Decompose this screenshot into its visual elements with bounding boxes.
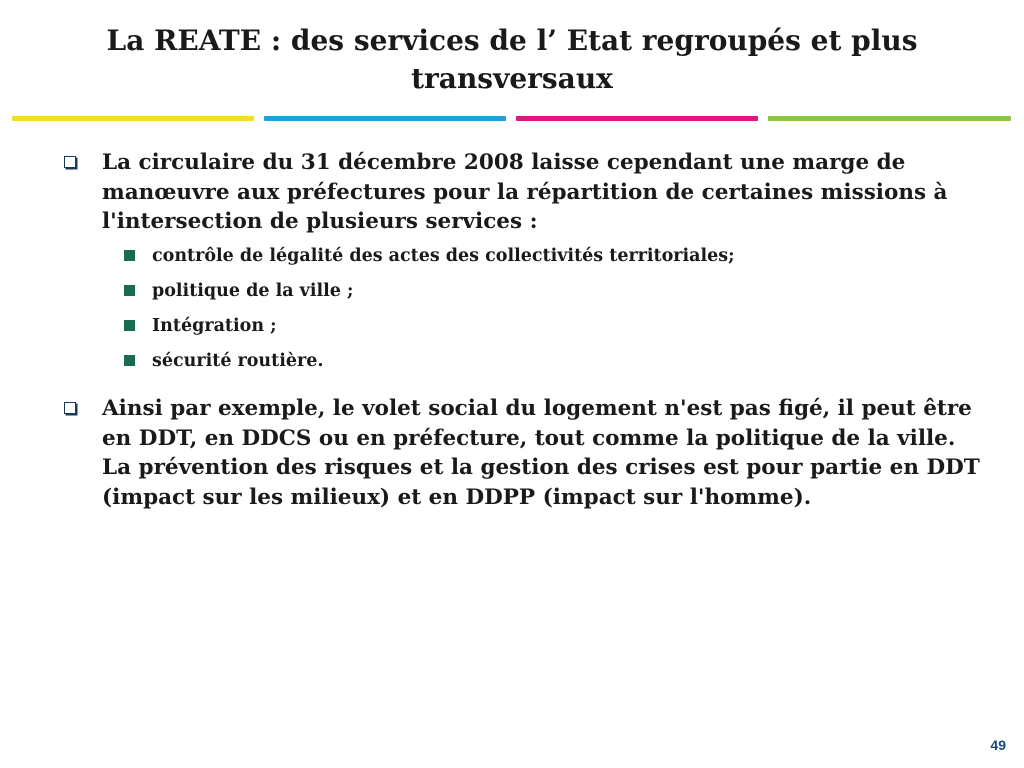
sub-bullet-item-2 [152, 279, 952, 303]
divider-green [768, 116, 1011, 121]
checkbox-square-icon [64, 402, 76, 414]
divider-blue [264, 116, 506, 121]
bullet-2-text: Ainsi par exemple, le volet social du logement n'est pas figé, il peut être en DDT, en DDCS ou en préfecture, tout comme la politique de la ville. La prévention des risques et la gestion des crises est pour partie en DDT (impact sur les milieux) et en DDPP (impact sur l'homme). [102, 396, 980, 510]
sub-bullet-4-text: sécurité routière. [152, 351, 324, 371]
divider-yellow [12, 116, 254, 121]
sub-bullet-item-1 [152, 244, 952, 268]
checkbox-square-icon [64, 156, 76, 168]
filled-square-icon [124, 250, 135, 261]
sub-bullet-2-text: politique de la ville ; [152, 281, 354, 301]
filled-square-icon [124, 320, 135, 331]
bullet-item-1 [102, 148, 982, 237]
title-line-2: transversaux [411, 62, 613, 95]
filled-square-icon [124, 285, 135, 296]
color-divider [12, 116, 1011, 121]
divider-magenta [516, 116, 758, 121]
bullet-item-2 [102, 394, 982, 512]
filled-square-icon [124, 355, 135, 366]
bullet-1-text: La circulaire du 31 décembre 2008 laisse cependant une marge de manœuvre aux préfectures pour la répartition de certaines missions à l'intersection de plusieurs services : [102, 150, 948, 234]
sub-bullet-item-4 [152, 349, 952, 373]
sub-bullet-item-3 [152, 314, 952, 338]
title-line-1: La REATE : des services de l’ Etat regroupés et plus [106, 24, 918, 57]
sub-bullet-1-text: contrôle de légalité des actes des collectivités territoriales; [152, 246, 735, 266]
slide-title [100, 22, 924, 98]
sub-bullet-3-text: Intégration ; [152, 316, 277, 336]
page-number: 49 [990, 737, 1006, 753]
